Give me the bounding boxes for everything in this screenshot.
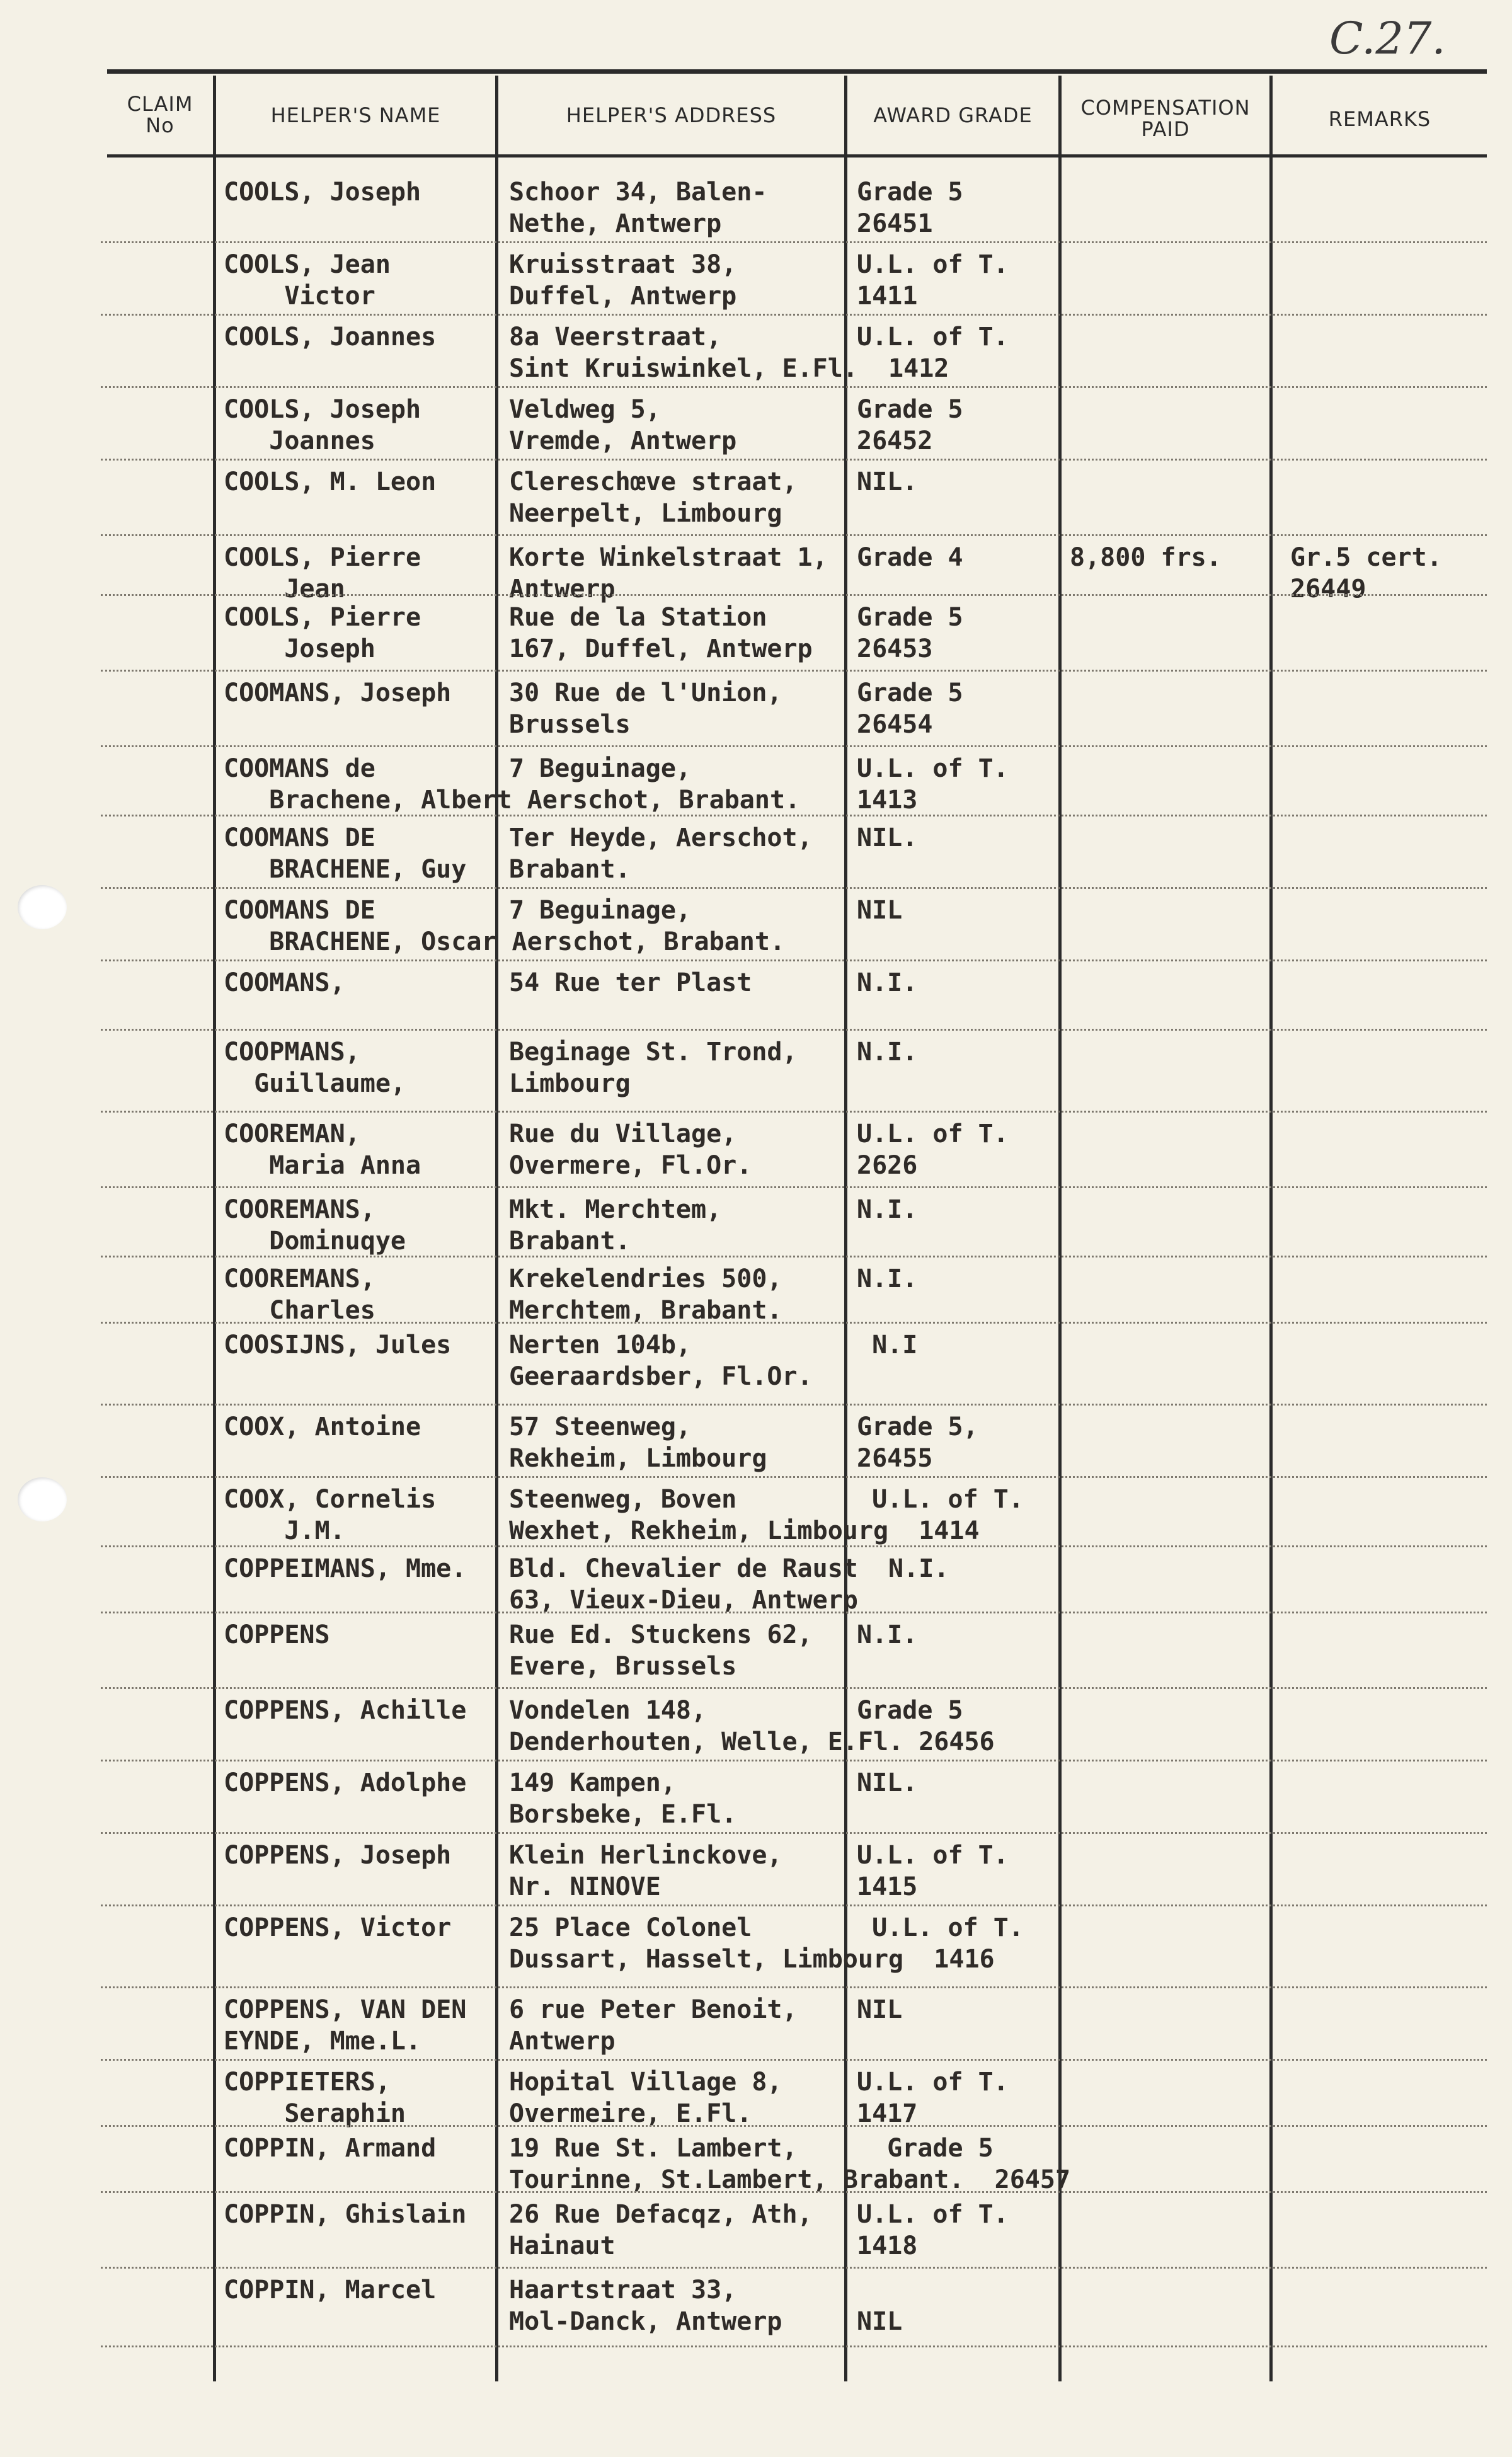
row-address-text: Rue Ed. Stuckens 62, (509, 1620, 813, 1649)
row-address-text: Rue du Village, (509, 1120, 737, 1148)
row-remarks-text: 26449 (1290, 575, 1366, 604)
header-claim-label: CLAIM (127, 92, 193, 116)
row-address-text: Clereschœve straat, (509, 467, 798, 496)
row-name-text: Jean (224, 575, 345, 604)
row-award-text: 26452 (857, 427, 933, 455)
row-name-text: Maria Anna (224, 1151, 421, 1180)
row-award-text: 26451 (857, 209, 933, 238)
row-rule (101, 670, 1487, 672)
row-award-text: NIL. (857, 1768, 918, 1797)
row-address-text: Hopital Village 8, (509, 2068, 782, 2097)
row-award-text: U.L. of T. (857, 323, 1009, 352)
row-address-text: Nr. NINOVE (509, 1872, 661, 1901)
row-rule (101, 241, 1487, 243)
row-address-text: Antwerp (509, 575, 616, 604)
row-address-text: Tourinne, St.Lambert, Brabant. 26457 (509, 2165, 1071, 2194)
row-address-text: Brussels (509, 710, 631, 739)
row-name-text: BRACHENE, Guy (224, 855, 467, 884)
row-name-text: COOX, Cornelis (224, 1485, 437, 1514)
row-name-text: COPPEIMANS, Mme. (224, 1554, 467, 1583)
row-name-text: COOPMANS, (224, 1038, 360, 1067)
header-claim-no (107, 93, 213, 136)
row-rule (101, 594, 1487, 596)
row-award-text: 26453 (857, 634, 933, 663)
header-remarks: REMARKS (1328, 107, 1431, 131)
row-rule (101, 2345, 1487, 2347)
row-address-text: 25 Place Colonel (509, 1913, 752, 1942)
row-rule (101, 2059, 1487, 2061)
row-name-text: COOMANS DE (224, 823, 375, 852)
row-address-text: Overmeire, E.Fl. (509, 2099, 752, 2128)
row-rule (101, 959, 1487, 961)
row-name-text: COPPENS, Adolphe (224, 1768, 467, 1797)
row-address-text: Borsbeke, E.Fl. (509, 1800, 737, 1829)
row-name-text: Guillaume, (224, 1069, 406, 1098)
row-award-text: N.I. (857, 1620, 918, 1649)
row-name-text: COOSIJNS, Jules (224, 1331, 452, 1360)
row-address-text: 26 Rue Defacqz, Ath, (509, 2200, 813, 2229)
punch-hole (18, 885, 67, 929)
column-divider (495, 76, 498, 2381)
row-name-text: J.M. (224, 1516, 345, 1545)
row-address-text: Haartstraat 33, (509, 2276, 737, 2305)
row-address-text: Brabant. (509, 855, 631, 884)
row-address-text: 57 Steenweg, (509, 1412, 691, 1441)
row-name-text: COOLS, Jean (224, 250, 391, 279)
row-address-text: 19 Rue St. Lambert, (509, 2134, 798, 2163)
row-award-text: U.L. of T. (857, 1120, 1009, 1148)
row-address-text: Krekelendries 500, (509, 1264, 782, 1293)
row-award-text: 1415 (857, 1872, 918, 1901)
header-compensation-label: COMPENSATION (1080, 96, 1251, 120)
row-address-text: Beginage St. Trond, (509, 1038, 798, 1067)
row-rule (101, 1476, 1487, 1478)
row-rule (101, 1111, 1487, 1113)
row-rule (101, 1986, 1487, 1988)
row-name-text: COPPENS, Joseph (224, 1841, 452, 1870)
row-address-text: Merchtem, Brabant. (509, 1296, 782, 1325)
header-top-rule (107, 69, 1487, 74)
row-address-text: 7 Beguinage, (509, 896, 691, 925)
header-helpers-address: HELPER'S ADDRESS (566, 103, 777, 127)
row-address-text: Antwerp (509, 2027, 616, 2056)
row-award-text: NIL (857, 1995, 903, 2024)
row-award-text: U.L. of T. (857, 754, 1009, 783)
row-award-text: 26454 (857, 710, 933, 739)
row-address-text: Kruisstraat 38, (509, 250, 737, 279)
row-award-text: Grade 5 (857, 679, 963, 707)
row-name-text: COOREMAN, (224, 1120, 360, 1148)
row-address-text: 149 Kampen, (509, 1768, 676, 1797)
header-compensation-paid (1062, 97, 1269, 140)
row-name-text: COPPENS, Achille (224, 1696, 467, 1725)
row-address-text: 8a Veerstraat, (509, 323, 722, 352)
row-name-text: COPPENS, Victor (224, 1913, 452, 1942)
row-name-text: COOMANS DE (224, 896, 375, 925)
row-address-text: Hainaut (509, 2231, 616, 2260)
row-address-text: Rekheim, Limbourg (509, 1444, 767, 1473)
row-name-text: Joseph (224, 634, 375, 663)
row-award-text: NIL (857, 2307, 903, 2336)
row-address-text: Rue de la Station (509, 603, 767, 632)
row-rule (101, 745, 1487, 747)
row-address-text: Klein Herlinckove, (509, 1841, 782, 1870)
row-award-text: N.I. (857, 1264, 918, 1293)
row-award-text: 1413 (857, 786, 918, 815)
row-address-text: Evere, Brussels (509, 1652, 737, 1681)
row-remarks-text: Gr.5 cert. (1290, 543, 1442, 572)
row-name-text: COOLS, Pierre (224, 543, 421, 572)
row-name-text: COOMANS, Joseph (224, 679, 452, 707)
row-name-text: COOREMANS, (224, 1264, 375, 1293)
row-address-text: Limbourg (509, 1069, 631, 1098)
row-name-text: COPPENS (224, 1620, 330, 1649)
row-name-text: COOLS, M. Leon (224, 467, 437, 496)
row-address-text: 6 rue Peter Benoit, (509, 1995, 798, 2024)
row-name-text: COOX, Antoine (224, 1412, 421, 1441)
row-address-text: Wexhet, Rekheim, Limbourg 1414 (509, 1516, 980, 1545)
row-address-text: 167, Duffel, Antwerp (509, 634, 813, 663)
row-name-text: COOREMANS, (224, 1195, 375, 1224)
row-name-text: Seraphin (224, 2099, 406, 2128)
row-rule (101, 459, 1487, 461)
row-name-text: EYNDE, Mme.L. (224, 2027, 421, 2056)
row-rule (101, 1904, 1487, 1906)
row-award-text: U.L. of T. (857, 1841, 1009, 1870)
row-name-text: Victor (224, 282, 375, 311)
row-award-text: 2626 (857, 1151, 918, 1180)
row-rule (101, 2191, 1487, 2193)
row-name-text: BRACHENE, Oscar Aerschot, Brabant. (224, 927, 786, 956)
row-rule (101, 887, 1487, 889)
row-address-text: 54 Rue ter Plast (509, 968, 752, 997)
row-rule (101, 1832, 1487, 1834)
column-divider (1058, 76, 1062, 2381)
row-rule (101, 1612, 1487, 1613)
row-name-text: COOLS, Joseph (224, 178, 421, 207)
row-name-text: Charles (224, 1296, 375, 1325)
header-award-grade: AWARD GRADE (873, 103, 1033, 127)
row-rule (101, 1404, 1487, 1406)
row-award-text: N.I (857, 1331, 918, 1360)
row-name-text: COPPIETERS, (224, 2068, 391, 2097)
row-award-text: N.I. (857, 1038, 918, 1067)
header-helpers-name: HELPER'S NAME (270, 103, 441, 127)
row-award-text: NIL (857, 896, 903, 925)
row-award-text: Grade 5 (857, 2134, 994, 2163)
header-claim-no-label: No (146, 113, 175, 137)
row-rule (101, 2267, 1487, 2269)
row-name-text: COOMANS, (224, 968, 345, 997)
row-award-text: Grade 4 (857, 543, 963, 572)
row-rule (101, 2125, 1487, 2127)
row-address-text: 7 Beguinage, (509, 754, 691, 783)
row-award-text: U.L. of T. (857, 250, 1009, 279)
row-name-text: COPPIN, Armand (224, 2134, 437, 2163)
row-name-text: COPPENS, VAN DEN (224, 1995, 467, 2024)
header-paid-label: PAID (1141, 117, 1190, 141)
row-rule (101, 815, 1487, 816)
row-name-text: Dominuqye (224, 1227, 406, 1256)
row-rule (101, 534, 1487, 536)
row-rule (101, 1029, 1487, 1031)
row-rule (101, 1545, 1487, 1547)
row-rule (101, 1687, 1487, 1689)
row-award-text: NIL. (857, 467, 918, 496)
row-address-text: Overmere, Fl.Or. (509, 1151, 752, 1180)
row-name-text: COOLS, Pierre (224, 603, 421, 632)
row-award-text: N.I. (857, 1195, 918, 1224)
row-award-text: Grade 5, (857, 1412, 978, 1441)
row-award-text: U.L. of T. (857, 1485, 1024, 1514)
row-name-text: Brachene, Albert Aerschot, Brabant. (224, 786, 801, 815)
row-address-text: Nethe, Antwerp (509, 209, 722, 238)
row-address-text: Geeraardsber, Fl.Or. (509, 1362, 813, 1391)
row-award-text: Grade 5 (857, 1696, 963, 1725)
row-name-text: Joannes (224, 427, 375, 455)
row-address-text: Sint Kruiswinkel, E.Fl. 1412 (509, 354, 949, 383)
row-name-text: COOLS, Joannes (224, 323, 437, 352)
row-name-text: COOMANS de (224, 754, 375, 783)
row-comp-text: 8,800 frs. (1070, 543, 1222, 572)
row-address-text: Vremde, Antwerp (509, 427, 737, 455)
row-award-text: 1418 (857, 2231, 918, 2260)
row-address-text: Denderhouten, Welle, E.Fl. 26456 (509, 1727, 995, 1756)
row-address-text: Ter Heyde, Aerschot, (509, 823, 813, 852)
row-address-text: Vondelen 148, (509, 1696, 707, 1725)
row-award-text: Grade 5 (857, 395, 963, 424)
row-address-text: Bld. Chevalier de Raust N.I. (509, 1554, 949, 1583)
row-award-text: 26455 (857, 1444, 933, 1473)
row-name-text: COOLS, Joseph (224, 395, 421, 424)
row-address-text: Steenweg, Boven (509, 1485, 737, 1514)
row-award-text: N.I. (857, 968, 918, 997)
punch-hole (18, 1477, 67, 1521)
row-address-text: Korte Winkelstraat 1, (509, 543, 828, 572)
row-address-text: 63, Vieux-Dieu, Antwerp (509, 1586, 858, 1615)
row-address-text: Mkt. Merchtem, (509, 1195, 722, 1224)
column-divider (844, 76, 847, 2381)
row-rule (101, 314, 1487, 316)
row-address-text: Mol-Danck, Antwerp (509, 2307, 782, 2336)
row-award-text: Grade 5 (857, 603, 963, 632)
row-award-text: U.L. of T. (857, 2200, 1009, 2229)
header-bottom-rule (107, 154, 1487, 158)
row-name-text: COPPIN, Marcel (224, 2276, 437, 2305)
row-award-text: 1417 (857, 2099, 918, 2128)
row-rule (101, 1760, 1487, 1761)
row-award-text: U.L. of T. (857, 2068, 1009, 2097)
row-address-text: Nerten 104b, (509, 1331, 691, 1360)
row-award-text: NIL. (857, 823, 918, 852)
row-rule (101, 1256, 1487, 1257)
column-divider (213, 76, 216, 2381)
page-reference: C.27. (1329, 13, 1446, 64)
row-address-text: Neerpelt, Limbourg (509, 499, 782, 528)
row-address-text: Duffel, Antwerp (509, 282, 737, 311)
row-rule (101, 1322, 1487, 1324)
row-award-text: U.L. of T. (857, 1913, 1024, 1942)
row-name-text: COPPIN, Ghislain (224, 2200, 467, 2229)
row-address-text: Schoor 34, Balen- (509, 178, 767, 207)
row-address-text: Brabant. (509, 1227, 631, 1256)
row-address-text: Dussart, Hasselt, Limbourg 1416 (509, 1945, 995, 1974)
row-address-text: 30 Rue de l'Union, (509, 679, 782, 707)
row-rule (101, 1186, 1487, 1188)
row-award-text: 1411 (857, 282, 918, 311)
row-award-text: Grade 5 (857, 178, 963, 207)
row-address-text: Veldweg 5, (509, 395, 661, 424)
row-rule (101, 386, 1487, 388)
column-divider (1269, 76, 1273, 2381)
